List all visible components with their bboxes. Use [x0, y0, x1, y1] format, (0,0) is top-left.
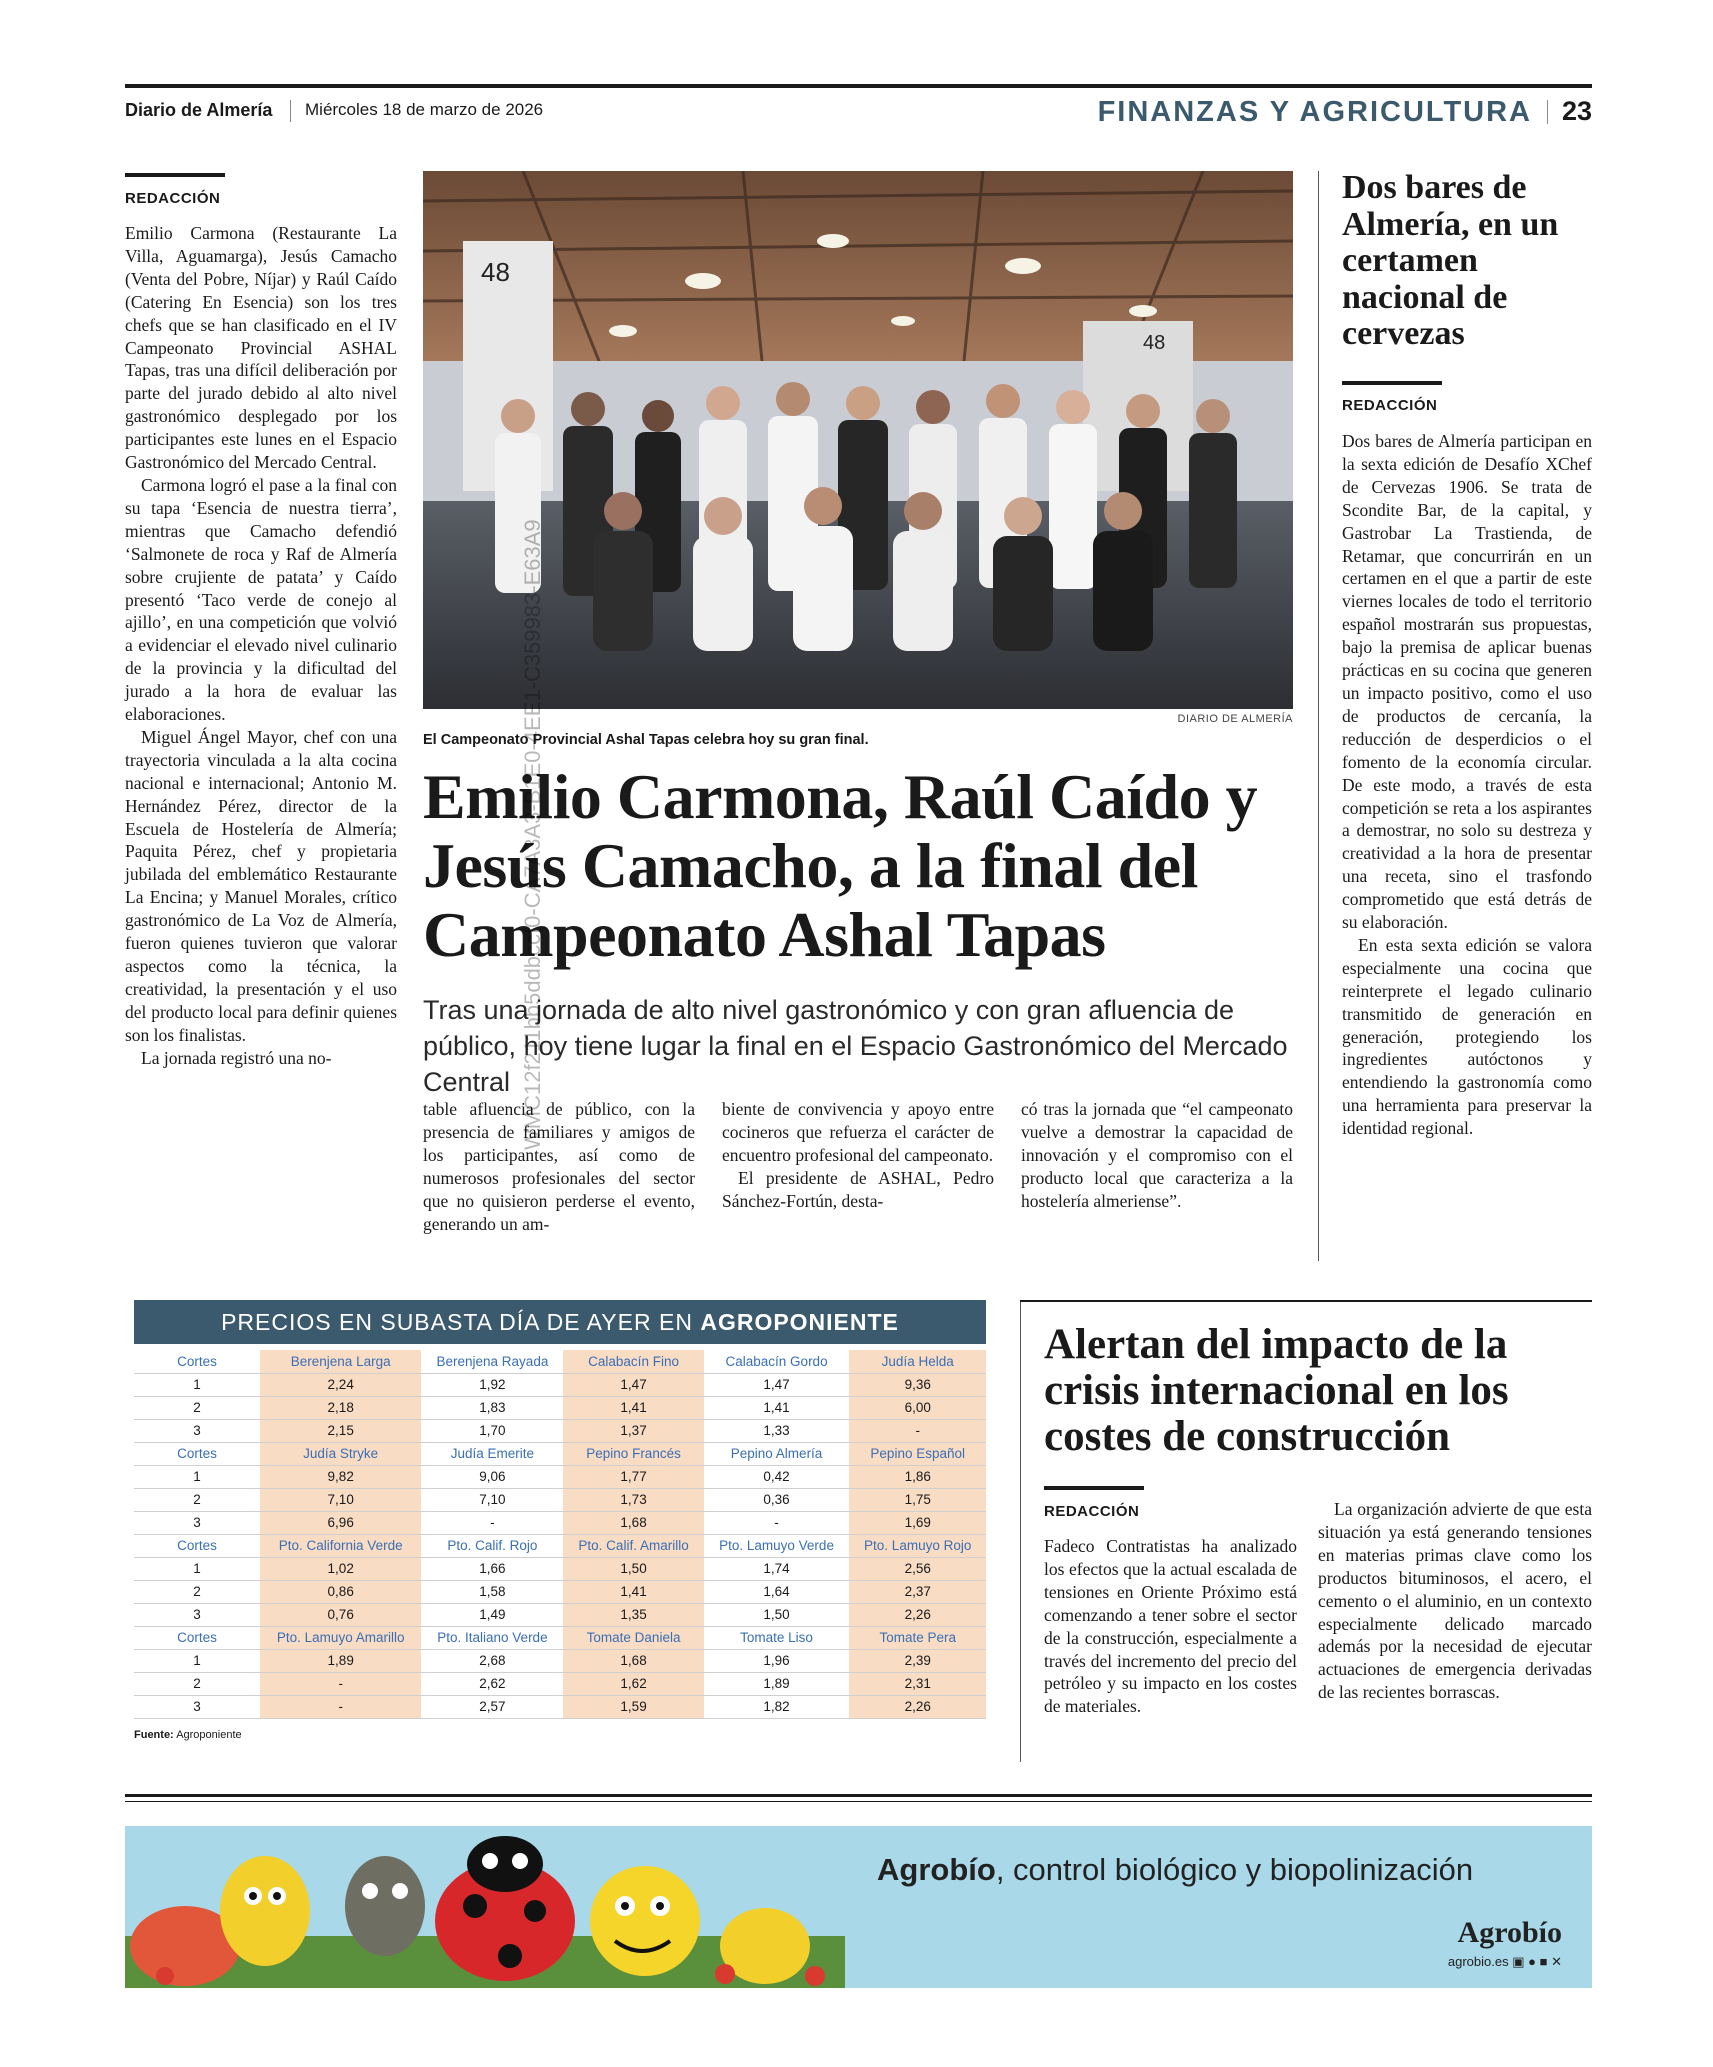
price-cell: 1,92: [421, 1373, 563, 1396]
price-table-header-row: [134, 1534, 986, 1557]
header-separator: [1547, 100, 1548, 124]
section-name: FINANZAS Y AGRICULTURA: [1097, 96, 1532, 128]
product-header: Pto. Calif. Amarillo: [563, 1534, 703, 1557]
price-cell: 2,39: [849, 1649, 986, 1672]
product-header: Judía Emerite: [421, 1442, 563, 1465]
product-header: Pto. Italiano Verde: [421, 1626, 563, 1649]
product-header: Pepino Almería: [704, 1442, 850, 1465]
source-value: Agroponiente: [176, 1728, 242, 1741]
main-headline: Emilio Carmona, Raúl Caído y Jesús Camacho, a la final del Campeonato Ashal Tapas: [423, 761, 1258, 970]
price-cell: 0,42: [704, 1465, 850, 1488]
price-cell: -: [704, 1511, 850, 1534]
paragraph: La jornada registró una no-: [141, 1047, 332, 1068]
cut-number: 3: [134, 1419, 260, 1442]
paragraph: Carmona logró el pase a la final con su tapa ‘Esencia de nuestra tierra’, mientras que Camacho defendió ‘Salmonete de roca y Raf de Almería sobre crujiente de patata’ y Caído presentó ‘Taco verde de conejo al ajillo’, en una competición que volvió a evidenciar el elevado nivel culinario de la provincia y la dificultad del jurado a la hora de evaluar las elaboraciones.: [125, 474, 397, 725]
price-cell: -: [421, 1511, 563, 1534]
price-cell: -: [260, 1695, 421, 1718]
price-table-title: [134, 1300, 986, 1344]
price-cell: 1,47: [563, 1373, 703, 1396]
svg-text:48: 48: [1143, 332, 1166, 354]
price-cell: 1,33: [704, 1419, 850, 1442]
price-cell: 2,62: [421, 1672, 563, 1695]
cortes-header: Cortes: [134, 1350, 260, 1373]
price-cell: 1,58: [421, 1580, 563, 1603]
price-table-header-row: [134, 1626, 986, 1649]
price-cell: 1,47: [704, 1373, 850, 1396]
paragraph: La organización advierte de que esta situación ya está generando tensiones en materias primas clave como los productos bituminosos, el acero, el cemento o el aluminio, en un contexto especialmente delicado marcado además por la necesidad de ejecutar actuaciones de emergencia derivadas de las recientes borrascas.: [1318, 1499, 1592, 1703]
byline-rule: [1044, 1486, 1144, 1490]
price-cell: 1,41: [704, 1396, 850, 1419]
price-cell: 2,26: [849, 1603, 986, 1626]
main-article-col2: [423, 1098, 695, 1235]
product-header: Berenjena Rayada: [421, 1350, 563, 1373]
price-cell: 1,41: [563, 1396, 703, 1419]
paragraph: Fadeco Contratistas ha analizado los efectos que la actual escalada de tensiones en Oriente Próximo está comenzando a tener sobre el sector de la construcción, especialmente a través del incremento del precio del petróleo y su impacto en los costes de materiales.: [1044, 1536, 1297, 1717]
ad-url[interactable]: [1448, 1954, 1562, 1970]
column-rule: [1020, 1302, 1021, 1762]
product-header: Pto. Calif. Rojo: [421, 1534, 563, 1557]
third-article-col1: [1044, 1535, 1297, 1718]
price-cell: 1,89: [704, 1672, 850, 1695]
linkedin-icon[interactable]: ■: [1539, 1954, 1548, 1969]
price-cell: 1,35: [563, 1603, 703, 1626]
product-header: Calabacín Fino: [563, 1350, 703, 1373]
paragraph: Dos bares de Almería participan en la sexta edición de Desafío XChef de Cervezas 1906. Se trata de Scondite Bar, de la capital, y Gastrobar La Trastienda, de Retamar, que concurrirán en un certamen en el que a partir de este viernes locales de todo el territorio español mostrarán sus propuestas, bajo la premisa de aplicar buenas prácticas en su cocina que generen un impacto positivo, como el uso de productos de cercanía, la reducción de desperdicios o el fomento de la economía circular. De este modo, a través de esta competición se reta a los aspirantes a demostrar, no solo su destreza y creatividad a la hora de presentar una receta, sino el trasfondo comprometido que está detrás de su elaboración.: [1342, 431, 1592, 933]
price-cell: 1,96: [704, 1649, 850, 1672]
product-header: Tomate Pera: [849, 1626, 986, 1649]
cut-number: 1: [134, 1465, 260, 1488]
price-cell: 1,77: [563, 1465, 703, 1488]
price-cell: 1,02: [260, 1557, 421, 1580]
price-cell: 6,96: [260, 1511, 421, 1534]
price-cell: 0,86: [260, 1580, 421, 1603]
paragraph: El presidente de ASHAL, Pedro Sánchez-Fortún, desta-: [722, 1167, 994, 1211]
product-header: Pto. Lamuyo Rojo: [849, 1534, 986, 1557]
price-cell: 1,69: [849, 1511, 986, 1534]
price-cell: 1,68: [563, 1511, 703, 1534]
top-rule: [125, 84, 1592, 88]
price-cell: 9,82: [260, 1465, 421, 1488]
product-header: Berenjena Larga: [260, 1350, 421, 1373]
cut-number: 1: [134, 1557, 260, 1580]
third-headline: Alertan del impacto de la crisis internacional en los costes de construcción: [1044, 1321, 1509, 1460]
price-cell: 1,64: [704, 1580, 850, 1603]
price-table-title-bold: AGROPONIENTE: [700, 1309, 899, 1335]
ad-tagline-text: , control biológico y biopolinización: [995, 1852, 1474, 1887]
paragraph: biente de convivencia y apoyo entre cocineros que refuerza el carácter de encuentro profesional del campeonato.: [722, 1099, 994, 1165]
price-cell: 7,10: [421, 1488, 563, 1511]
agrobio-logo: Agrobío: [1457, 1916, 1562, 1949]
product-header: Judía Stryke: [260, 1442, 421, 1465]
product-header: Pto. Lamuyo Amarillo: [260, 1626, 421, 1649]
paragraph: có tras la jornada que “el campeonato vuelve a demostrar la capacidad de innovación y el compromiso con el producto local que caracteriza a la hostelería almeriense”.: [1021, 1099, 1293, 1211]
cut-number: 3: [134, 1695, 260, 1718]
main-subheadline: Tras una jornada de alto nivel gastronómico y con gran afluencia de público, hoy tiene lugar la final en el Espacio Gastronómico del Mercado Central: [423, 995, 1288, 1097]
ad-brand: Agrobío: [877, 1852, 996, 1887]
table-row: [134, 1603, 986, 1626]
side-byline: REDACCIÓN: [1342, 397, 1438, 414]
facebook-icon[interactable]: ●: [1528, 1954, 1536, 1969]
price-cell: 1,74: [704, 1557, 850, 1580]
price-cell: 2,37: [849, 1580, 986, 1603]
price-cell: 2,68: [421, 1649, 563, 1672]
main-byline: REDACCIÓN: [125, 190, 221, 207]
cartoon-insects-illustration: [125, 1826, 845, 1988]
ad-tagline: [877, 1852, 1473, 1888]
header-separator: [290, 100, 291, 122]
price-cell: 1,37: [563, 1419, 703, 1442]
product-header: Judía Helda: [849, 1350, 986, 1373]
table-row: [134, 1373, 986, 1396]
cut-number: 2: [134, 1396, 260, 1419]
third-article-col2: [1318, 1498, 1592, 1704]
price-cell: 1,68: [563, 1649, 703, 1672]
page-number: 23: [1561, 96, 1592, 126]
product-header: Tomate Liso: [704, 1626, 850, 1649]
product-header: Pepino Español: [849, 1442, 986, 1465]
paragraph: Miguel Ángel Mayor, chef con una trayectoria vinculada a la alta cocina nacional e internacional; Antonio M. Hernández Pérez, director de la Escuela de Hostelería de Almería; Paquita Pérez, chef y propietaria jubilada del emblemático Restaurante La Encina; y Manuel Morales, crítico gastronómico de La Voz de Almería, fueron quienes tuvieron que valorar aspectos como la técnica, la creatividad, la presentación y el uso del producto local para definir quienes son los finalistas.: [125, 726, 397, 1045]
price-cell: 1,83: [421, 1396, 563, 1419]
column-rule: [1318, 171, 1319, 1261]
table-row: [134, 1557, 986, 1580]
price-cell: 0,36: [704, 1488, 850, 1511]
instagram-icon[interactable]: ▣: [1512, 1954, 1525, 1969]
cut-number: 1: [134, 1373, 260, 1396]
bottom-rule: [125, 1801, 1592, 1802]
main-article-col3: [722, 1098, 994, 1213]
byline-rule: [1342, 381, 1442, 385]
table-row: [134, 1649, 986, 1672]
cut-number: 2: [134, 1488, 260, 1511]
price-cell: 2,57: [421, 1695, 563, 1718]
ad-url-text: agrobio.es: [1447, 1954, 1509, 1969]
chefs-group-photo-illustration: [423, 171, 1293, 709]
svg-text:48: 48: [481, 257, 510, 287]
cut-number: 2: [134, 1672, 260, 1695]
table-row: [134, 1488, 986, 1511]
price-table-header-row: [134, 1442, 986, 1465]
page-header: [125, 96, 1592, 132]
table-row: [134, 1672, 986, 1695]
price-cell: 1,41: [563, 1580, 703, 1603]
price-cell: 1,50: [704, 1603, 850, 1626]
side-article-body: [1342, 430, 1592, 1140]
masthead: Diario de Almería: [125, 100, 273, 120]
table-row: [134, 1511, 986, 1534]
product-header: Pto. California Verde: [260, 1534, 421, 1557]
price-cell: 1,50: [563, 1557, 703, 1580]
table-row: [134, 1465, 986, 1488]
paragraph: table afluencia de público, con la presencia de familiares y amigos de los participantes, así como de numerosos profesionales del sector que no quisieron perderse el evento, generando un am-: [423, 1099, 695, 1234]
price-cell: 2,24: [260, 1373, 421, 1396]
cut-number: 3: [134, 1603, 260, 1626]
price-cell: 9,36: [849, 1373, 986, 1396]
cut-number: 3: [134, 1511, 260, 1534]
cut-number: 1: [134, 1649, 260, 1672]
price-cell: 1,62: [563, 1672, 703, 1695]
cortes-header: Cortes: [134, 1626, 260, 1649]
price-cell: 1,73: [563, 1488, 703, 1511]
x-icon[interactable]: ✕: [1551, 1954, 1562, 1969]
main-article-col4: [1021, 1098, 1293, 1213]
price-cell: 9,06: [421, 1465, 563, 1488]
price-cell: 1,86: [849, 1465, 986, 1488]
table-row: [134, 1396, 986, 1419]
table-row: [134, 1419, 986, 1442]
price-table-header-row: [134, 1350, 986, 1373]
price-cell: 1,66: [421, 1557, 563, 1580]
photo-credit: DIARIO DE ALMERÍA: [1177, 713, 1293, 725]
price-cell: 2,31: [849, 1672, 986, 1695]
main-photo: [423, 171, 1293, 709]
cut-number: 2: [134, 1580, 260, 1603]
price-table-title-prefix: PRECIOS EN SUBASTA DÍA DE AYER EN: [221, 1309, 693, 1335]
price-cell: 2,26: [849, 1695, 986, 1718]
price-cell: 1,82: [704, 1695, 850, 1718]
price-cell: 1,70: [421, 1419, 563, 1442]
table-source: [134, 1729, 986, 1741]
third-byline: REDACCIÓN: [1044, 1503, 1140, 1520]
price-table: [134, 1300, 986, 1741]
product-header: Tomate Daniela: [563, 1626, 703, 1649]
price-cell: 7,10: [260, 1488, 421, 1511]
watermark: WMC12f211bb5ddbccf0-CA7A3A3-B1E0-4EE1-C359983-E63A9: [520, 519, 545, 1150]
price-cell: 2,15: [260, 1419, 421, 1442]
price-cell: -: [849, 1419, 986, 1442]
photo-caption: El Campeonato Provincial Ashal Tapas celebra hoy su gran final.: [423, 732, 869, 748]
table-row: [134, 1580, 986, 1603]
price-cell: 2,56: [849, 1557, 986, 1580]
price-cell: -: [260, 1672, 421, 1695]
cortes-header: Cortes: [134, 1442, 260, 1465]
price-cell: 1,89: [260, 1649, 421, 1672]
price-cell: 0,76: [260, 1603, 421, 1626]
main-article-col1: [125, 222, 397, 1070]
paragraph: Emilio Carmona (Restaurante La Villa, Aguamarga), Jesús Camacho (Venta del Pobre, Níjar) y Raúl Caído (Catering En Esencia) son los tres chefs que se han clasificado en el IV Campeonato Provincial ASHAL Tapas, tras una difícil deliberación por parte del jurado debido al alto nivel gastronómico desplegado por los participantes este lunes en el Espacio Gastronómico del Mercado Central.: [125, 223, 397, 473]
agrobio-ad[interactable]: [125, 1826, 1592, 1988]
source-label: Fuente:: [134, 1728, 174, 1741]
paragraph: En esta sexta edición se valora especialmente una cocina que reinterprete el legado culinario transmitido de generación en generación, protegiendo los ingredientes autóctonos y entendiendo la gastronomía como una herramienta para preservar la identidad regional.: [1342, 934, 1592, 1139]
side-headline: Dos bares de Almería, en un certamen nacional de cervezas: [1342, 169, 1559, 352]
product-header: Pepino Francés: [563, 1442, 703, 1465]
byline-rule: [125, 173, 225, 177]
table-row: [134, 1695, 986, 1718]
product-header: Calabacín Gordo: [704, 1350, 850, 1373]
product-header: Pto. Lamuyo Verde: [704, 1534, 850, 1557]
cortes-header: Cortes: [134, 1534, 260, 1557]
price-cell: 1,49: [421, 1603, 563, 1626]
price-cell: 2,18: [260, 1396, 421, 1419]
bottom-rule: [125, 1794, 1592, 1797]
price-cell: 1,75: [849, 1488, 986, 1511]
price-cell: 1,59: [563, 1695, 703, 1718]
issue-date: Miércoles 18 de marzo de 2026: [305, 100, 544, 119]
price-cell: 6,00: [849, 1396, 986, 1419]
price-grid: [134, 1350, 986, 1719]
article-top-rule: [1020, 1300, 1592, 1302]
